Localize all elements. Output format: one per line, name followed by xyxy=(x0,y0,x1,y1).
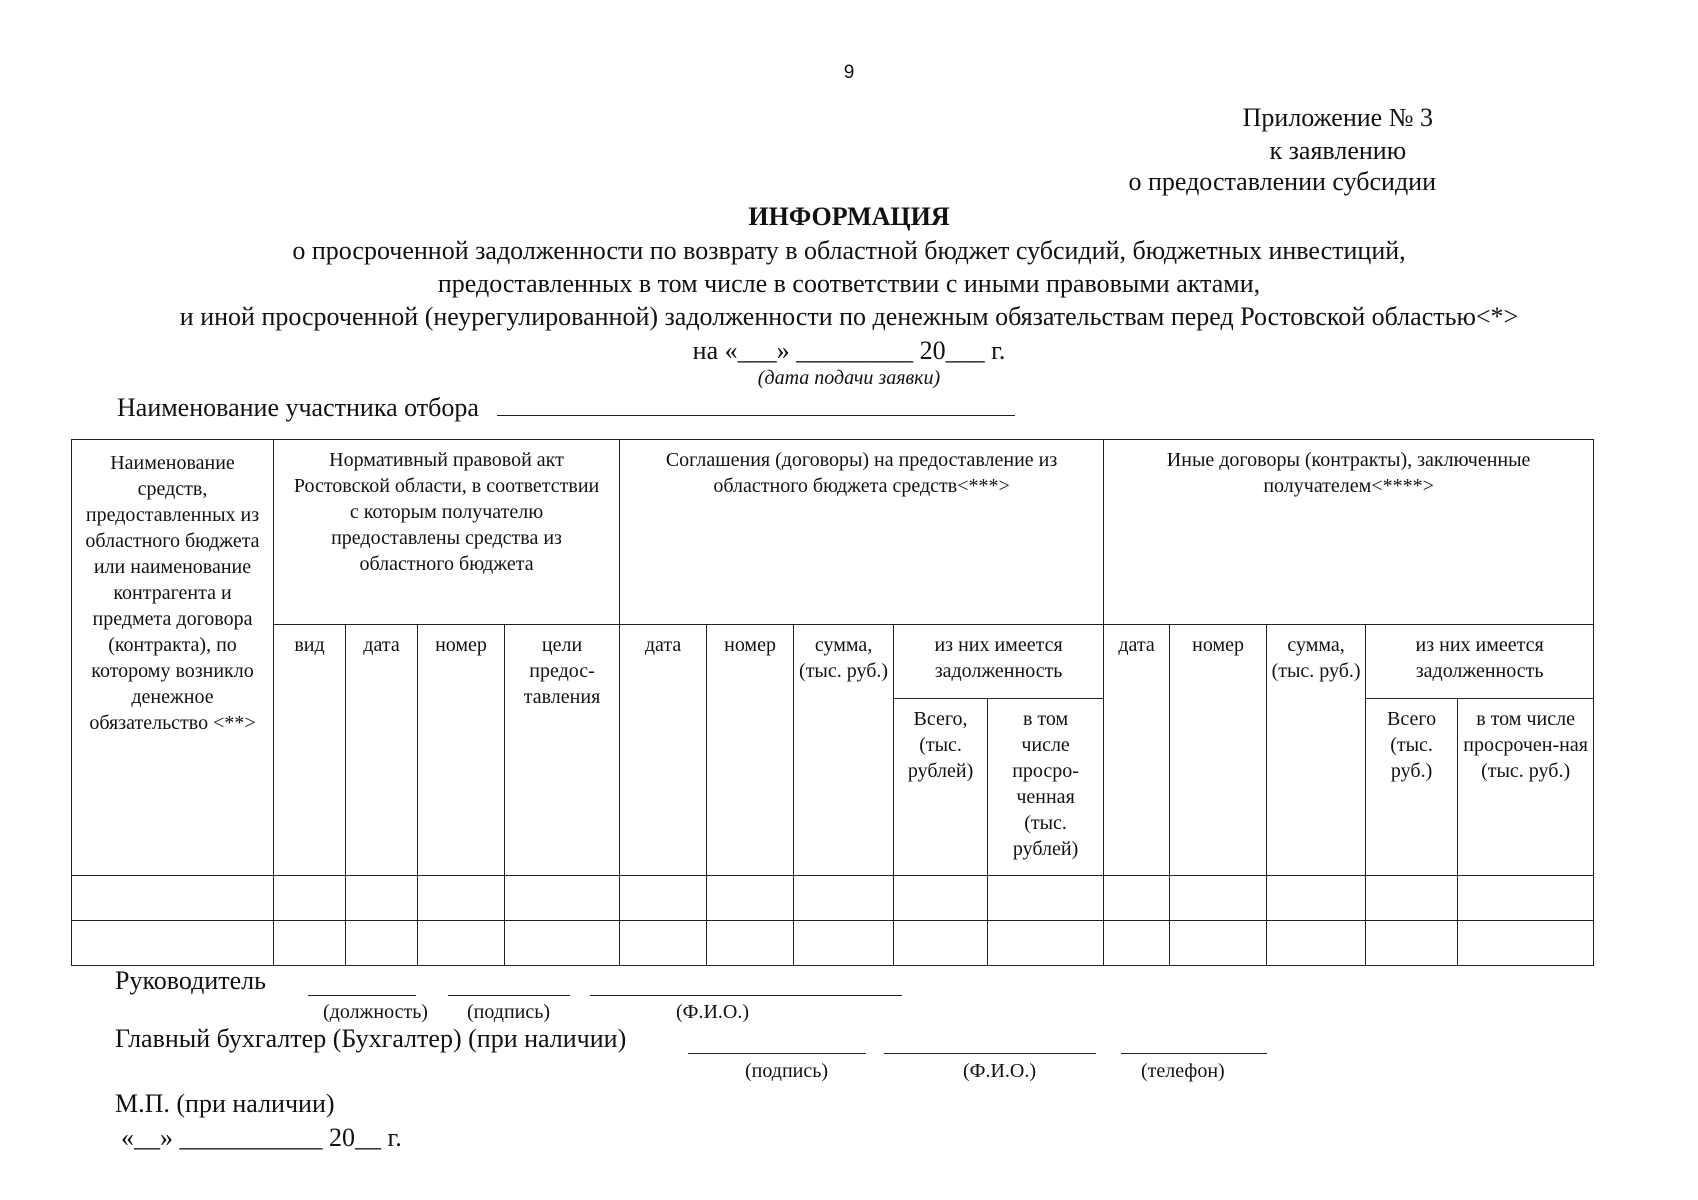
accountant-caption-phone: (телефон) xyxy=(1141,1060,1225,1082)
participant-name-field[interactable] xyxy=(497,414,1015,416)
table-cell[interactable] xyxy=(1267,921,1366,966)
subtitle-line-2: предоставленных в том числе в соответствии с иными правовыми актами, xyxy=(437,269,1261,298)
page-number: 9 xyxy=(843,62,855,83)
table-cell[interactable] xyxy=(1170,876,1267,921)
header-oth-debt: из них имеется задолженность xyxy=(1366,625,1594,699)
header-oth-debt-overdue: в том числе просрочен-ная (тыс. руб.) xyxy=(1458,699,1594,876)
header-act-date: дата xyxy=(346,625,418,876)
table-cell[interactable] xyxy=(1366,921,1458,966)
date-hint: (дата подачи заявки) xyxy=(757,367,941,389)
header-agreements: Соглашения (договоры) на предоставление из областного бюджета средств<***> xyxy=(620,440,1104,625)
seal-label: М.П. (при наличии) xyxy=(115,1089,335,1118)
head-caption-fio: (Ф.И.О.) xyxy=(676,1001,750,1023)
header-oth-amount: сумма, (тыс. руб.) xyxy=(1267,625,1366,876)
header-agr-debt: из них имеется задолженность xyxy=(894,625,1104,699)
table-cell[interactable] xyxy=(794,876,894,921)
table-cell[interactable] xyxy=(72,921,274,966)
annex-reference xyxy=(1243,101,1433,167)
table-cell[interactable] xyxy=(894,921,988,966)
table-cell[interactable] xyxy=(346,876,418,921)
accountant-phone-field[interactable] xyxy=(1121,1052,1267,1054)
head-caption-signature: (подпись) xyxy=(467,1001,551,1023)
header-other-contracts: Иные договоры (контракты), заключенные получателем<****> xyxy=(1104,440,1594,625)
head-label: Руководитель xyxy=(115,966,266,995)
accountant-signature-field[interactable] xyxy=(688,1052,866,1054)
table-cell[interactable] xyxy=(1104,921,1170,966)
table-cell[interactable] xyxy=(505,921,620,966)
table-cell[interactable] xyxy=(707,876,794,921)
head-caption-position: (должность) xyxy=(323,1001,428,1023)
table-cell[interactable] xyxy=(1104,876,1170,921)
table-cell[interactable] xyxy=(1170,921,1267,966)
table-cell[interactable] xyxy=(707,921,794,966)
table-row xyxy=(72,921,1594,966)
subtitle-line-1: о просроченной задолженности по возврату в областной бюджет субсидий, бюджетных инвестиций, xyxy=(292,236,1406,265)
accountant-fio-field[interactable] xyxy=(884,1052,1096,1054)
annex-line-1: Приложение № 3 xyxy=(1242,103,1433,132)
header-oth-date: дата xyxy=(1104,625,1170,876)
header-legal-act: Нормативный правовой акт Ростовской области, в соответствии с которым получателю предоставлены средства из областного бюджета xyxy=(274,440,620,625)
header-act-purpose: цели предос-тавления xyxy=(505,625,620,876)
table-cell[interactable] xyxy=(505,876,620,921)
subtitle-line-3: и иной просроченной (неурегулированной) задолженности по денежным обязательствам перед Ростовской областью<*> xyxy=(179,302,1519,331)
table-cell[interactable] xyxy=(274,921,346,966)
accountant-caption-signature: (подпись) xyxy=(745,1060,829,1082)
header-agr-date: дата xyxy=(620,625,707,876)
table-cell[interactable] xyxy=(346,921,418,966)
head-signature-field[interactable] xyxy=(448,994,570,996)
table-cell[interactable] xyxy=(72,876,274,921)
participant-row xyxy=(117,393,1015,423)
header-agr-debt-overdue: в том числе просро-ченная (тыс. рублей) xyxy=(988,699,1104,876)
debt-table xyxy=(71,439,1594,966)
table-cell[interactable] xyxy=(1267,876,1366,921)
table-cell[interactable] xyxy=(988,921,1104,966)
header-oth-debt-total: Всего (тыс. руб.) xyxy=(1366,699,1458,876)
accountant-label: Главный бухгалтер (Бухгалтер) (при наличии) xyxy=(115,1024,627,1053)
document-title: ИНФОРМАЦИЯ xyxy=(748,202,950,231)
header-agr-amount: сумма, (тыс. руб.) xyxy=(794,625,894,876)
table-row xyxy=(72,876,1594,921)
table-cell[interactable] xyxy=(274,876,346,921)
accountant-caption-fio: (Ф.И.О.) xyxy=(963,1060,1037,1082)
table-cell[interactable] xyxy=(418,876,505,921)
table-cell[interactable] xyxy=(1458,876,1594,921)
table-cell[interactable] xyxy=(620,921,707,966)
date-line: на «___» _________ 20___ г. xyxy=(692,336,1006,365)
signature-date: «__» ___________ 20__ г. xyxy=(121,1123,402,1152)
participant-label: Наименование участника отбора xyxy=(117,393,479,422)
annex-line-3: о предоставлении субсидии xyxy=(1128,167,1436,196)
header-act-type: вид xyxy=(274,625,346,876)
table-cell[interactable] xyxy=(1366,876,1458,921)
table-cell[interactable] xyxy=(894,876,988,921)
annex-line-2: к заявлению xyxy=(1269,136,1407,165)
header-oth-number: номер xyxy=(1170,625,1267,876)
table-cell[interactable] xyxy=(418,921,505,966)
head-position-field[interactable] xyxy=(308,994,416,996)
header-fund-name: Наименование средств, предоставленных из областного бюджета или наименование контрагента и предмета договора (контракта), по которому возникло денежное обязательство <**> xyxy=(72,440,274,876)
table-cell[interactable] xyxy=(988,876,1104,921)
head-fio-field[interactable] xyxy=(590,994,902,996)
header-agr-debt-total: Всего, (тыс. рублей) xyxy=(894,699,988,876)
header-agr-number: номер xyxy=(707,625,794,876)
header-act-number: номер xyxy=(418,625,505,876)
table-cell[interactable] xyxy=(794,921,894,966)
table-cell[interactable] xyxy=(620,876,707,921)
table-cell[interactable] xyxy=(1458,921,1594,966)
